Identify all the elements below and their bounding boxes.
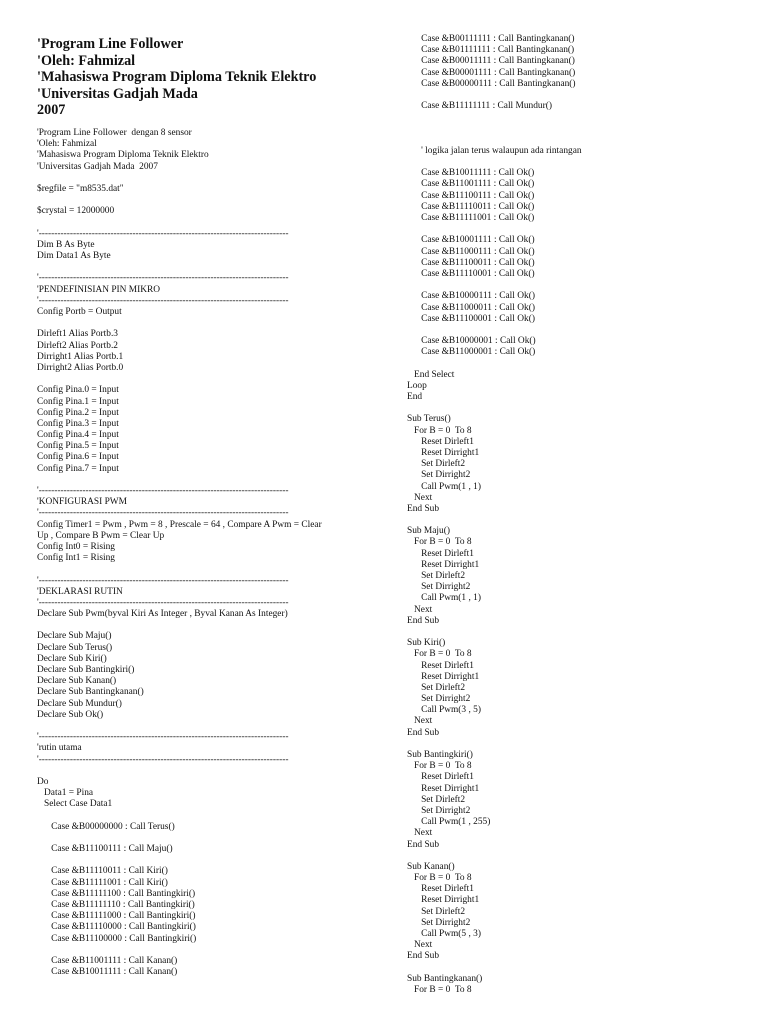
code-line: Set Dirleft2 xyxy=(407,459,466,470)
code-line: Config Int0 = Rising xyxy=(37,541,115,552)
code-line: Sub Bantingkiri() xyxy=(407,750,473,760)
code-line: Case &B11111000 : Call Bantingkiri() xyxy=(37,911,196,922)
code-line: Set Dirright2 xyxy=(407,470,471,481)
code-line: 'Oleh: Fahmizal xyxy=(37,139,97,150)
code-line xyxy=(407,157,582,168)
code-line: Case &B01111111 : Call Bantingkanan() xyxy=(407,45,575,56)
code-line: Case &B11111111 : Call Mundur() xyxy=(407,101,552,112)
code-line: Config Pina.6 = Input xyxy=(37,452,119,463)
code-line: Sub Kiri() xyxy=(407,638,446,649)
code-line: $crystal = 12000000 xyxy=(37,206,115,217)
code-line: Config Pina.7 = Input xyxy=(37,463,119,474)
code-line: End Sub xyxy=(407,503,440,514)
left-code-listing xyxy=(37,128,322,978)
code-line: End Sub xyxy=(407,615,440,626)
code-line: '-------------------------------------------------------------------------------- xyxy=(37,508,289,519)
code-line: Next xyxy=(407,492,433,503)
code-line: Case &B10011111 : Call Kanan() xyxy=(37,967,178,978)
code-line: Case &B11000001 : Call Ok() xyxy=(407,347,536,358)
code-line: Case &B11111001 : Call Kiri() xyxy=(37,877,168,888)
code-line: Set Dirright2 xyxy=(407,805,471,816)
code-line xyxy=(407,403,582,414)
code-line: Declare Sub Maju() xyxy=(37,631,112,642)
code-line: ' logika jalan terus walaupun ada rintangan xyxy=(407,145,582,156)
code-line: Sub Kanan() xyxy=(407,861,455,872)
code-line: 'Program Line Follower dengan 8 sensor xyxy=(37,128,192,138)
code-line: For B = 0 To 8 xyxy=(407,425,472,436)
code-line: Loop xyxy=(407,380,427,391)
code-line: '-------------------------------------------------------------------------------- xyxy=(37,486,289,496)
code-line: Data1 = Pina xyxy=(37,788,94,799)
code-line xyxy=(37,945,322,956)
code-line: '-------------------------------------------------------------------------------- xyxy=(37,273,289,284)
code-line: Reset Dirright1 xyxy=(407,783,480,794)
code-line: '-------------------------------------------------------------------------------- xyxy=(37,228,289,239)
code-line: Set Dirleft2 xyxy=(407,794,466,805)
code-line: Config Pina.3 = Input xyxy=(37,418,119,429)
code-line: Sub Maju() xyxy=(407,526,450,537)
code-line: End Sub xyxy=(407,727,440,738)
code-line: Set Dirleft2 xyxy=(407,682,466,693)
code-line: Declare Sub Bantingkiri() xyxy=(37,665,135,675)
code-line: 'Universitas Gadjah Mada 2007 xyxy=(37,161,158,172)
code-line: 'PENDEFINISIAN PIN MIKRO xyxy=(37,284,161,295)
code-line: Reset Dirright1 xyxy=(407,895,480,906)
code-line xyxy=(407,325,582,336)
code-line: 'DEKLARASI RUTIN xyxy=(37,586,123,597)
code-line: Case &B11100000 : Call Bantingkiri() xyxy=(37,933,197,944)
code-line: End xyxy=(407,392,423,402)
right-code-listing xyxy=(407,34,582,996)
code-line: Call Pwm(5 , 3) xyxy=(407,929,481,939)
code-line xyxy=(37,218,322,229)
code-line: Set Dirright2 xyxy=(407,917,471,928)
code-line: Dirleft2 Alias Portb.2 xyxy=(37,340,118,351)
code-line: Case &B11000111 : Call Ok() xyxy=(407,246,535,257)
code-line: Call Pwm(1 , 1) xyxy=(407,481,481,492)
code-line: Set Dirleft2 xyxy=(407,571,466,581)
code-line: For B = 0 To 8 xyxy=(407,649,472,660)
code-line xyxy=(37,173,322,184)
code-line: Config Timer1 = Pwm , Pwm = 8 , Prescale = 64 , Compare A Pwm = Clear xyxy=(37,519,322,530)
code-line: Next xyxy=(407,828,433,839)
code-line: Call Pwm(3 , 5) xyxy=(407,705,481,716)
code-line xyxy=(37,855,322,866)
code-line: Declare Sub Bantingkanan() xyxy=(37,687,144,698)
code-line xyxy=(407,124,582,135)
code-line: Config Pina.0 = Input xyxy=(37,385,119,396)
code-line: Reset Dirleft1 xyxy=(407,772,474,783)
code-line: Sub Bantingkanan() xyxy=(407,973,483,984)
code-line: Set Dirleft2 xyxy=(407,906,466,917)
code-line: Do xyxy=(37,776,49,787)
code-line xyxy=(407,358,582,369)
code-line: Up , Compare B Pwm = Clear Up xyxy=(37,530,165,541)
code-line: '-------------------------------------------------------------------------------- xyxy=(37,754,289,765)
code-line xyxy=(37,262,322,273)
document-heading xyxy=(37,36,316,119)
code-line: Dirright2 Alias Portb.0 xyxy=(37,362,124,373)
code-line xyxy=(37,766,322,777)
code-line: Case &B11110011 : Call Ok() xyxy=(407,201,535,212)
code-line: Case &B11111110 : Call Bantingkiri() xyxy=(37,899,195,910)
code-line: Declare Sub Kanan() xyxy=(37,676,117,687)
code-line xyxy=(407,112,582,123)
code-line: Set Dirright2 xyxy=(407,694,471,705)
code-line: Case &B10011111 : Call Ok() xyxy=(407,168,535,179)
code-line: Case &B11001111 : Call Ok() xyxy=(407,179,535,190)
code-line: Case &B11100111 : Call Ok() xyxy=(407,190,535,201)
code-line: Case &B00111111 : Call Bantingkanan() xyxy=(407,34,575,44)
code-line: Reset Dirright1 xyxy=(407,447,480,458)
code-line: For B = 0 To 8 xyxy=(407,984,472,995)
code-line: Case &B11100011 : Call Ok() xyxy=(407,257,535,268)
code-line: Reset Dirleft1 xyxy=(407,660,474,671)
code-line: '-------------------------------------------------------------------------------- xyxy=(37,575,289,586)
code-line: Case &B00000111 : Call Bantingkanan() xyxy=(407,78,576,89)
code-line xyxy=(407,739,582,750)
heading-program: 'Mahasiswa Program Diploma Teknik Elektro xyxy=(37,69,317,86)
code-line: Sub Terus() xyxy=(407,414,451,425)
code-line: Case &B11111100 : Call Bantingkiri() xyxy=(37,888,196,899)
code-line xyxy=(407,963,582,974)
code-line: Config Pina.4 = Input xyxy=(37,430,119,441)
code-line: Case &B11100111 : Call Maju() xyxy=(37,844,173,854)
code-line: End Select xyxy=(407,369,455,380)
code-line: Case &B00000000 : Call Terus() xyxy=(37,821,175,832)
code-line: '-------------------------------------------------------------------------------- xyxy=(37,732,289,743)
code-line: Next xyxy=(407,940,433,951)
heading-author: 'Oleh: Fahmizal xyxy=(37,52,136,69)
code-line xyxy=(37,318,322,329)
code-line: Case &B11110001 : Call Ok() xyxy=(407,268,535,279)
code-line: Dirright1 Alias Portb.1 xyxy=(37,351,124,362)
code-line: For B = 0 To 8 xyxy=(407,761,472,772)
code-line: For B = 0 To 8 xyxy=(407,537,472,548)
code-line xyxy=(37,620,322,631)
code-line: Declare Sub Mundur() xyxy=(37,698,122,709)
code-line: Declare Sub Terus() xyxy=(37,642,113,653)
code-line: Dirleft1 Alias Portb.3 xyxy=(37,329,118,340)
code-line: Case &B11111001 : Call Ok() xyxy=(407,213,535,223)
code-line: Config Pina.5 = Input xyxy=(37,441,119,452)
code-line: Case &B10000111 : Call Ok() xyxy=(407,291,535,302)
code-line xyxy=(407,135,582,146)
code-line: Next xyxy=(407,604,433,615)
code-line: Case &B10000001 : Call Ok() xyxy=(407,336,536,347)
code-line: Declare Sub Pwm(byval Kiri As Integer , Byval Kanan As Integer) xyxy=(37,609,288,620)
code-line: Config Pina.1 = Input xyxy=(37,396,119,407)
code-line: 'rutin utama xyxy=(37,743,82,754)
code-line: Reset Dirleft1 xyxy=(407,884,474,895)
code-line xyxy=(37,810,322,821)
code-line: Case &B11100001 : Call Ok() xyxy=(407,313,535,324)
code-line xyxy=(407,280,582,291)
code-line: For B = 0 To 8 xyxy=(407,873,472,884)
code-line: Reset Dirleft1 xyxy=(407,548,474,559)
code-line: Case &B11110011 : Call Kiri() xyxy=(37,866,168,877)
code-line: $regfile = "m8535.dat" xyxy=(37,183,124,194)
code-line xyxy=(37,374,322,385)
code-line xyxy=(407,851,582,862)
heading-university: 'Universitas Gadjah Mada xyxy=(37,85,198,102)
code-line xyxy=(37,564,322,575)
code-line: Call Pwm(1 , 1) xyxy=(407,593,481,604)
code-line: Reset Dirright1 xyxy=(407,559,480,570)
code-line: Dim B As Byte xyxy=(37,239,95,250)
code-line: Call Pwm(1 , 255) xyxy=(407,817,491,828)
code-line xyxy=(37,195,322,206)
code-line: '-------------------------------------------------------------------------------- xyxy=(37,597,289,608)
code-line: Next xyxy=(407,716,433,727)
code-line: Dim Data1 As Byte xyxy=(37,251,111,262)
code-line xyxy=(407,224,582,235)
code-line xyxy=(407,627,582,638)
code-line: 'Mahasiswa Program Diploma Teknik Elektro xyxy=(37,150,209,161)
code-line: Set Dirright2 xyxy=(407,582,471,593)
heading-year: 2007 xyxy=(37,102,66,119)
code-line: Case &B11001111 : Call Kanan() xyxy=(37,955,178,966)
code-line xyxy=(37,721,322,732)
code-line: Reset Dirleft1 xyxy=(407,436,474,447)
code-line: Reset Dirright1 xyxy=(407,671,480,682)
code-line: End Sub xyxy=(407,951,440,962)
heading-title: 'Program Line Follower xyxy=(37,36,184,52)
code-line: Declare Sub Kiri() xyxy=(37,653,107,664)
code-line xyxy=(407,515,582,526)
code-line: Case &B00011111 : Call Bantingkanan() xyxy=(407,56,575,67)
code-line: Case &B00001111 : Call Bantingkanan() xyxy=(407,67,576,78)
code-line: '-------------------------------------------------------------------------------- xyxy=(37,295,289,306)
code-line: Declare Sub Ok() xyxy=(37,709,104,720)
code-line xyxy=(407,90,582,101)
code-line xyxy=(37,833,322,844)
code-line: End Sub xyxy=(407,839,440,850)
code-line: Case &B11000011 : Call Ok() xyxy=(407,302,535,313)
code-line: Case &B10001111 : Call Ok() xyxy=(407,235,535,246)
code-line: Case &B11110000 : Call Bantingkiri() xyxy=(37,922,196,933)
code-line: Config Int1 = Rising xyxy=(37,553,115,564)
code-line: Select Case Data1 xyxy=(37,799,113,810)
code-line xyxy=(37,475,322,486)
code-line: Config Portb = Output xyxy=(37,307,122,317)
code-line: Config Pina.2 = Input xyxy=(37,407,119,418)
code-line: 'KONFIGURASI PWM xyxy=(37,497,127,508)
